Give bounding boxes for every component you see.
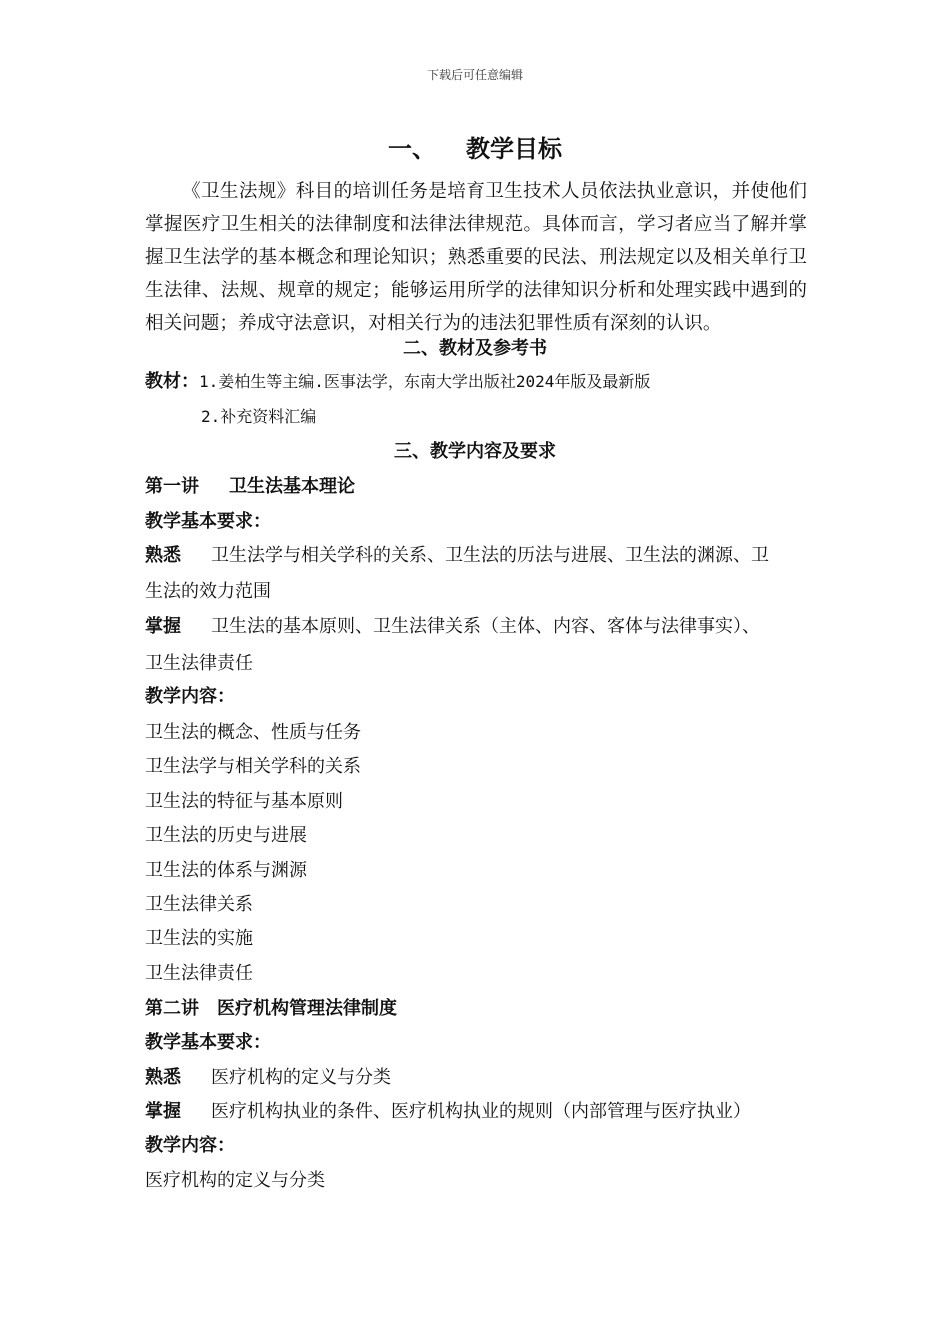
textbook-label: 教材： [145,371,199,392]
section3-title: 三、教学内容及要求 [394,441,556,462]
lecture2-familiar-label: 熟悉 [145,1067,181,1088]
list-item: 卫生法的历史与进展 [145,825,307,846]
textbook-line-2 [201,405,316,429]
section1-number: 一、 [388,135,436,163]
lecture2-title [145,997,397,1021]
list-item: 卫生法的概念、性质与任务 [145,722,361,743]
list-item: 卫生法律责任 [145,963,253,984]
lecture1-familiar [145,544,769,568]
section2-title: 二、教材及参考书 [403,338,547,359]
list-item: 卫生法学与相关学科的关系 [145,756,361,777]
lecture1-title [145,475,355,499]
lecture2-req-label: 教学基本要求： [145,1032,271,1053]
lecture1-name: 卫生法基本理论 [229,476,355,497]
lecture2-familiar [145,1066,391,1090]
list-item: 医疗机构的定义与分类 [145,1170,325,1191]
lecture1-master-text-1: 卫生法的基本原则、卫生法律关系（主体、内容、客体与法律事实）、 [211,616,760,637]
lecture1-familiar-text-2: 生法的效力范围 [145,581,271,602]
lecture2-name: 医疗机构管理法律制度 [217,998,397,1019]
lecture1-content-label: 教学内容： [145,686,235,707]
list-item: 卫生法律关系 [145,894,253,915]
textbook-line-1 [145,370,650,394]
lecture2-master-label: 掌握 [145,1101,181,1122]
lecture1-master-text-2: 卫生法律责任 [145,653,253,674]
list-item: 卫生法的实施 [145,928,253,949]
lecture2-number: 第二讲 [145,998,199,1019]
lecture2-master [145,1100,751,1124]
page-header: 下载后可任意编辑 [426,68,523,82]
list-item: 卫生法的特征与基本原则 [145,791,343,812]
textbook-item-1: 1.姜柏生等主编.医事法学，东南大学出版社2024年版及最新版 [199,372,651,391]
lecture1-req-label: 教学基本要求： [145,511,271,532]
lecture1-familiar-text-1: 卫生法学与相关学科的关系、卫生法的历法与进展、卫生法的渊源、卫 [211,545,769,566]
section1-title: 教学目标 [466,135,562,163]
section1-heading [0,134,950,164]
lecture1-number: 第一讲 [145,476,199,497]
lecture2-familiar-text: 医疗机构的定义与分类 [211,1067,391,1088]
textbook-item-2: 2.补充资料汇编 [201,407,317,426]
list-item: 卫生法的体系与渊源 [145,860,307,881]
lecture1-master-label: 掌握 [145,616,181,637]
lecture1-master [145,615,760,639]
lecture2-content-label: 教学内容： [145,1135,235,1156]
lecture1-familiar-label: 熟悉 [145,545,181,566]
section1-paragraph: 《卫生法规》科目的培训任务是培育卫生技术人员依法执业意识，并使他们掌握医疗卫生相关的法律制度和法律法律规范。具体而言，学习者应当了解并掌握卫生法学的基本概念和理论知识；熟悉重要的民法、刑法规定以及相关单行卫生法律、法规、规章的规定；能够运用所学的法律知识分析和处理实践中遇到的相关问题；养成守法意识，对相关行为的违法犯罪性质有深刻的认识。 [145,181,807,334]
lecture2-master-text: 医疗机构执业的条件、医疗机构执业的规则（内部管理与医疗执业） [211,1101,751,1122]
